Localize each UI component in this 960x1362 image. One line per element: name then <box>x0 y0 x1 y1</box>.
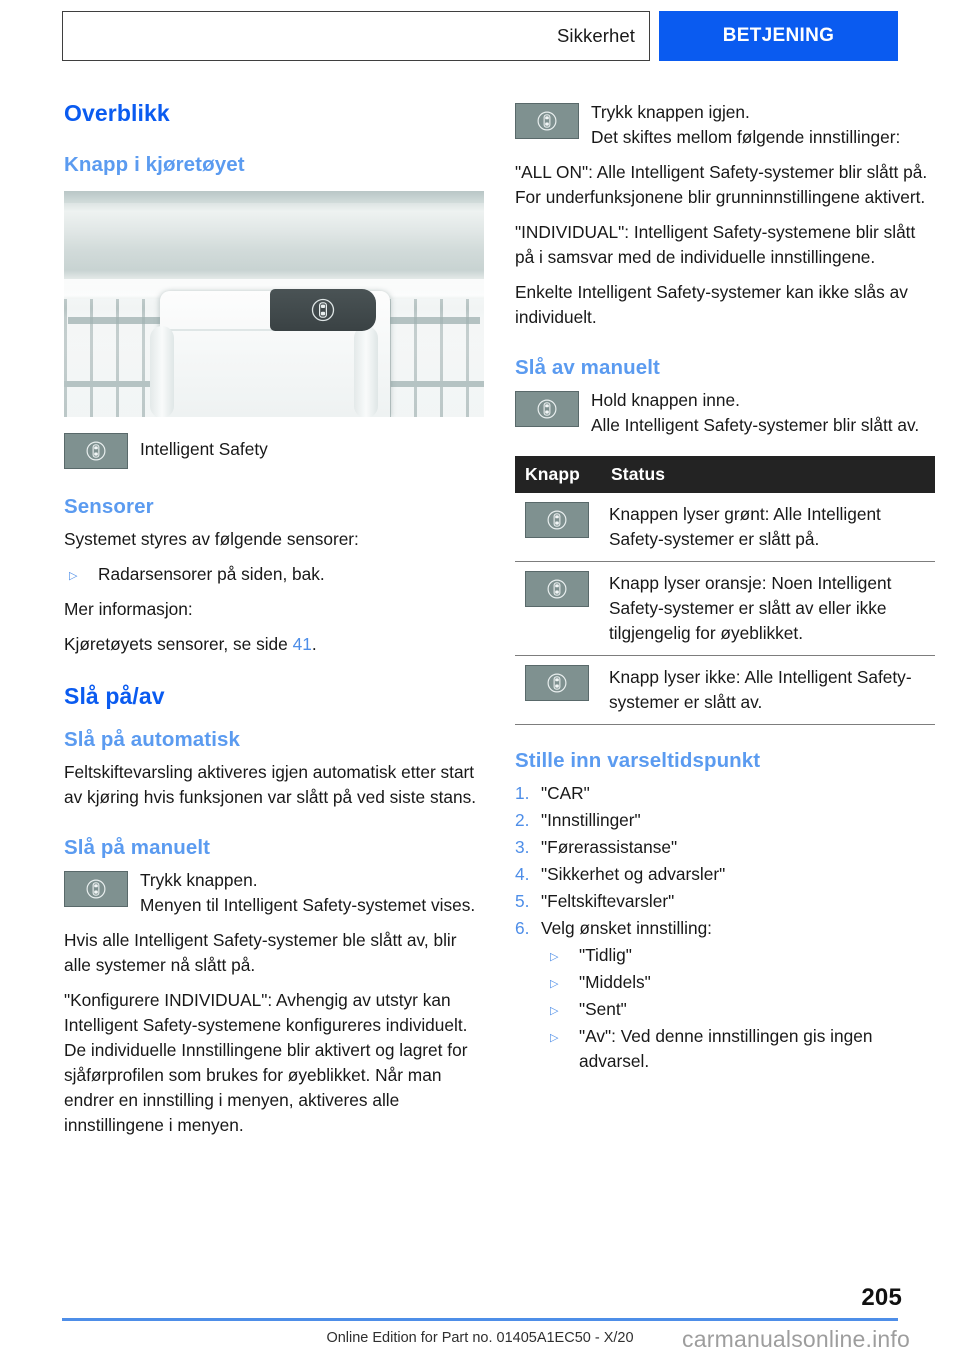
footer-edition-note: Online Edition for Part no. 01405A1EC50 - X/20 <box>326 1330 634 1346</box>
button-swatch <box>525 502 589 538</box>
vehicle-console-photo <box>64 191 484 417</box>
manual-on-instruction <box>64 868 484 918</box>
triangle-right-icon: ▷ <box>550 951 559 963</box>
manual-on-paragraph-2: "Konfigurere INDIVIDUAL": Avhengig av utstyr kan Intelligent Safety-systemene konfigureres individuelt. De individuelle Innstillingene blir aktivert og lagret for sjåførprofilen som brukes for øyeblikket. Når man endrer en innstilling i menyen, aktiveres alle innstillingene i menyen. <box>64 990 468 1135</box>
list-item-label: "Sikkerhet og advarsler" <box>541 864 726 884</box>
manual-on-paragraph-1: Hvis alle Intelligent Safety-systemer ble slått av, blir alle systemer nå slått på. <box>64 930 457 975</box>
list-item <box>515 916 935 1074</box>
heading-stille-inn-varseltidspunkt: Stille inn varseltidspunkt <box>515 749 761 772</box>
page-number: 205 <box>861 1284 902 1311</box>
list-item-label: Velg ønsket innstilling: <box>541 918 712 938</box>
list-item <box>515 889 935 914</box>
sensors-cross-reference <box>64 632 484 657</box>
photo-left-trim <box>150 326 174 417</box>
list-item <box>515 835 935 860</box>
intelligent-safety-car-icon <box>536 398 558 420</box>
intelligent-safety-car-icon <box>546 578 568 600</box>
button-swatch <box>515 103 579 139</box>
intelligent-safety-car-icon <box>85 878 107 900</box>
list-item-label: "Av": Ved denne innstillingen gis ingen advarsel. <box>579 1026 873 1071</box>
page-title: Overblikk <box>64 100 170 126</box>
warn-time-sub-options <box>545 943 935 1074</box>
triangle-right-icon: ▷ <box>550 1005 559 1017</box>
table-row <box>515 656 935 725</box>
watermark-label: carmanualsonline.info <box>682 1326 910 1352</box>
triangle-right-icon: ▷ <box>69 570 78 582</box>
list-item-number: 4. <box>515 864 530 884</box>
table-header-row <box>515 456 935 493</box>
header-chapter-box <box>62 11 650 61</box>
heading-sla-av-manuelt: Slå av manuelt <box>515 356 660 379</box>
button-swatch <box>525 665 589 701</box>
table-cell-status: Knapp lyser ikke: Alle Intelligent Safety-systemer er slått av. <box>601 656 935 725</box>
footer-divider <box>62 1318 898 1321</box>
list-item-label: Radarsensorer på siden, bak. <box>98 564 325 584</box>
manual-off-line1: Hold knappen inne. <box>591 390 740 410</box>
all-on-paragraph: "ALL ON": Alle Intelligent Safety-systemer blir slått på. For underfunksjonene blir grunninnstillingene aktivert. <box>515 162 928 207</box>
figure-legend-label: Intelligent Safety <box>140 439 268 459</box>
list-item-number: 3. <box>515 837 530 857</box>
auto-on-text: Feltskiftevarsling aktiveres igjen automatisk etter start av kjøring hvis funksjonen var slått på ved siste stans. <box>64 762 477 807</box>
intelligent-safety-car-icon <box>546 672 568 694</box>
cross-ref-period: . <box>311 634 317 654</box>
list-item <box>545 943 935 968</box>
list-item <box>64 562 484 587</box>
list-item <box>545 997 935 1022</box>
table-row <box>515 562 935 656</box>
right-column <box>515 100 935 1084</box>
individual-paragraph: "INDIVIDUAL": Intelligent Safety-systemene blir slått på i samsvar med de individuelle innstillingene. <box>515 222 916 267</box>
list-item-label: "CAR" <box>541 783 590 803</box>
intelligent-safety-car-icon <box>536 110 558 132</box>
header-chapter-label: Sikkerhet <box>556 25 635 46</box>
table-col-header-knapp: Knapp <box>515 456 601 493</box>
table-cell-button-icon <box>515 562 601 656</box>
heading-sla-pa-automatisk: Slå på automatisk <box>64 728 241 751</box>
photo-intelligent-safety-button <box>270 289 376 331</box>
table-col-header-status: Status <box>601 456 935 493</box>
list-item-number: 2. <box>515 810 530 830</box>
list-item-label: "Sent" <box>579 999 627 1019</box>
manual-off-instruction <box>515 388 935 438</box>
list-item-number: 6. <box>515 918 530 938</box>
photo-left-grille-bar <box>68 317 168 324</box>
header-section-box <box>659 11 898 61</box>
page-header <box>62 11 898 61</box>
list-item-label: "Middels" <box>579 972 651 992</box>
press-again-line2: Det skiftes mellom følgende innstillinger: <box>591 127 901 147</box>
heading-sensorer: Sensorer <box>64 495 154 518</box>
list-item-label: "Førerassistanse" <box>541 837 678 857</box>
list-item <box>545 970 935 995</box>
button-status-table <box>515 456 935 725</box>
figure-legend-row <box>64 433 484 469</box>
list-item-row <box>515 916 935 941</box>
list-item-label: "Feltskiftevarsler" <box>541 891 675 911</box>
heading-knapp-i-kjoretoyet: Knapp i kjøretøyet <box>64 153 245 176</box>
sensors-more-info-label: Mer informasjon: <box>64 599 193 619</box>
manual-on-step-line2: Menyen til Intelligent Safety-systemet vises. <box>140 895 476 915</box>
press-again-line1: Trykk knappen igjen. <box>591 102 750 122</box>
header-section-label: BETJENING <box>722 25 835 46</box>
photo-top-band <box>64 191 484 203</box>
table-row <box>515 493 935 562</box>
heading-sla-pa-av: Slå på/av <box>64 683 165 709</box>
photo-right-trim <box>354 326 378 417</box>
cross-ref-page-link[interactable]: 41 <box>292 634 312 654</box>
button-swatch <box>64 871 128 907</box>
triangle-right-icon: ▷ <box>550 1032 559 1044</box>
manual-on-step-line1: Trykk knappen. <box>140 870 258 890</box>
manual-off-line2: Alle Intelligent Safety-systemer blir slått av. <box>591 415 920 435</box>
intelligent-safety-car-icon <box>85 440 107 462</box>
warn-time-steps <box>515 781 935 1074</box>
table-cell-status: Knapp lyser oransje: Noen Intelligent Safety-systemer er slått av eller ikke tilgjengelig for øyeblikket. <box>601 562 935 656</box>
intelligent-safety-car-icon <box>310 297 336 323</box>
table-cell-button-icon <box>515 493 601 562</box>
list-item-label: "Tidlig" <box>579 945 632 965</box>
list-item <box>515 862 935 887</box>
list-item-label: "Innstillinger" <box>541 810 641 830</box>
button-swatch <box>525 571 589 607</box>
table-body <box>515 493 935 725</box>
list-item <box>515 808 935 833</box>
button-swatch <box>515 391 579 427</box>
list-item-number: 1. <box>515 783 530 803</box>
photo-console-seam <box>170 329 275 331</box>
table-head <box>515 456 935 493</box>
table-cell-button-icon <box>515 656 601 725</box>
list-item-number: 5. <box>515 891 530 911</box>
button-swatch <box>64 433 128 469</box>
left-column <box>64 100 484 1138</box>
list-item <box>545 1024 935 1074</box>
sensors-bullet-list <box>64 562 484 587</box>
press-again-instruction <box>515 100 935 150</box>
triangle-right-icon: ▷ <box>550 978 559 990</box>
table-cell-status: Knappen lyser grønt: Alle Intelligent Safety-systemer er slått på. <box>601 493 935 562</box>
sensors-intro: Systemet styres av følgende sensorer: <box>64 529 359 549</box>
cannot-disable-note: Enkelte Intelligent Safety-systemer kan ikke slås av individuelt. <box>515 282 908 327</box>
heading-sla-pa-manuelt: Slå på manuelt <box>64 836 211 859</box>
intelligent-safety-car-icon <box>546 509 568 531</box>
cross-ref-text: Kjøretøyets sensorer, se side <box>64 634 293 654</box>
list-item <box>515 781 935 806</box>
